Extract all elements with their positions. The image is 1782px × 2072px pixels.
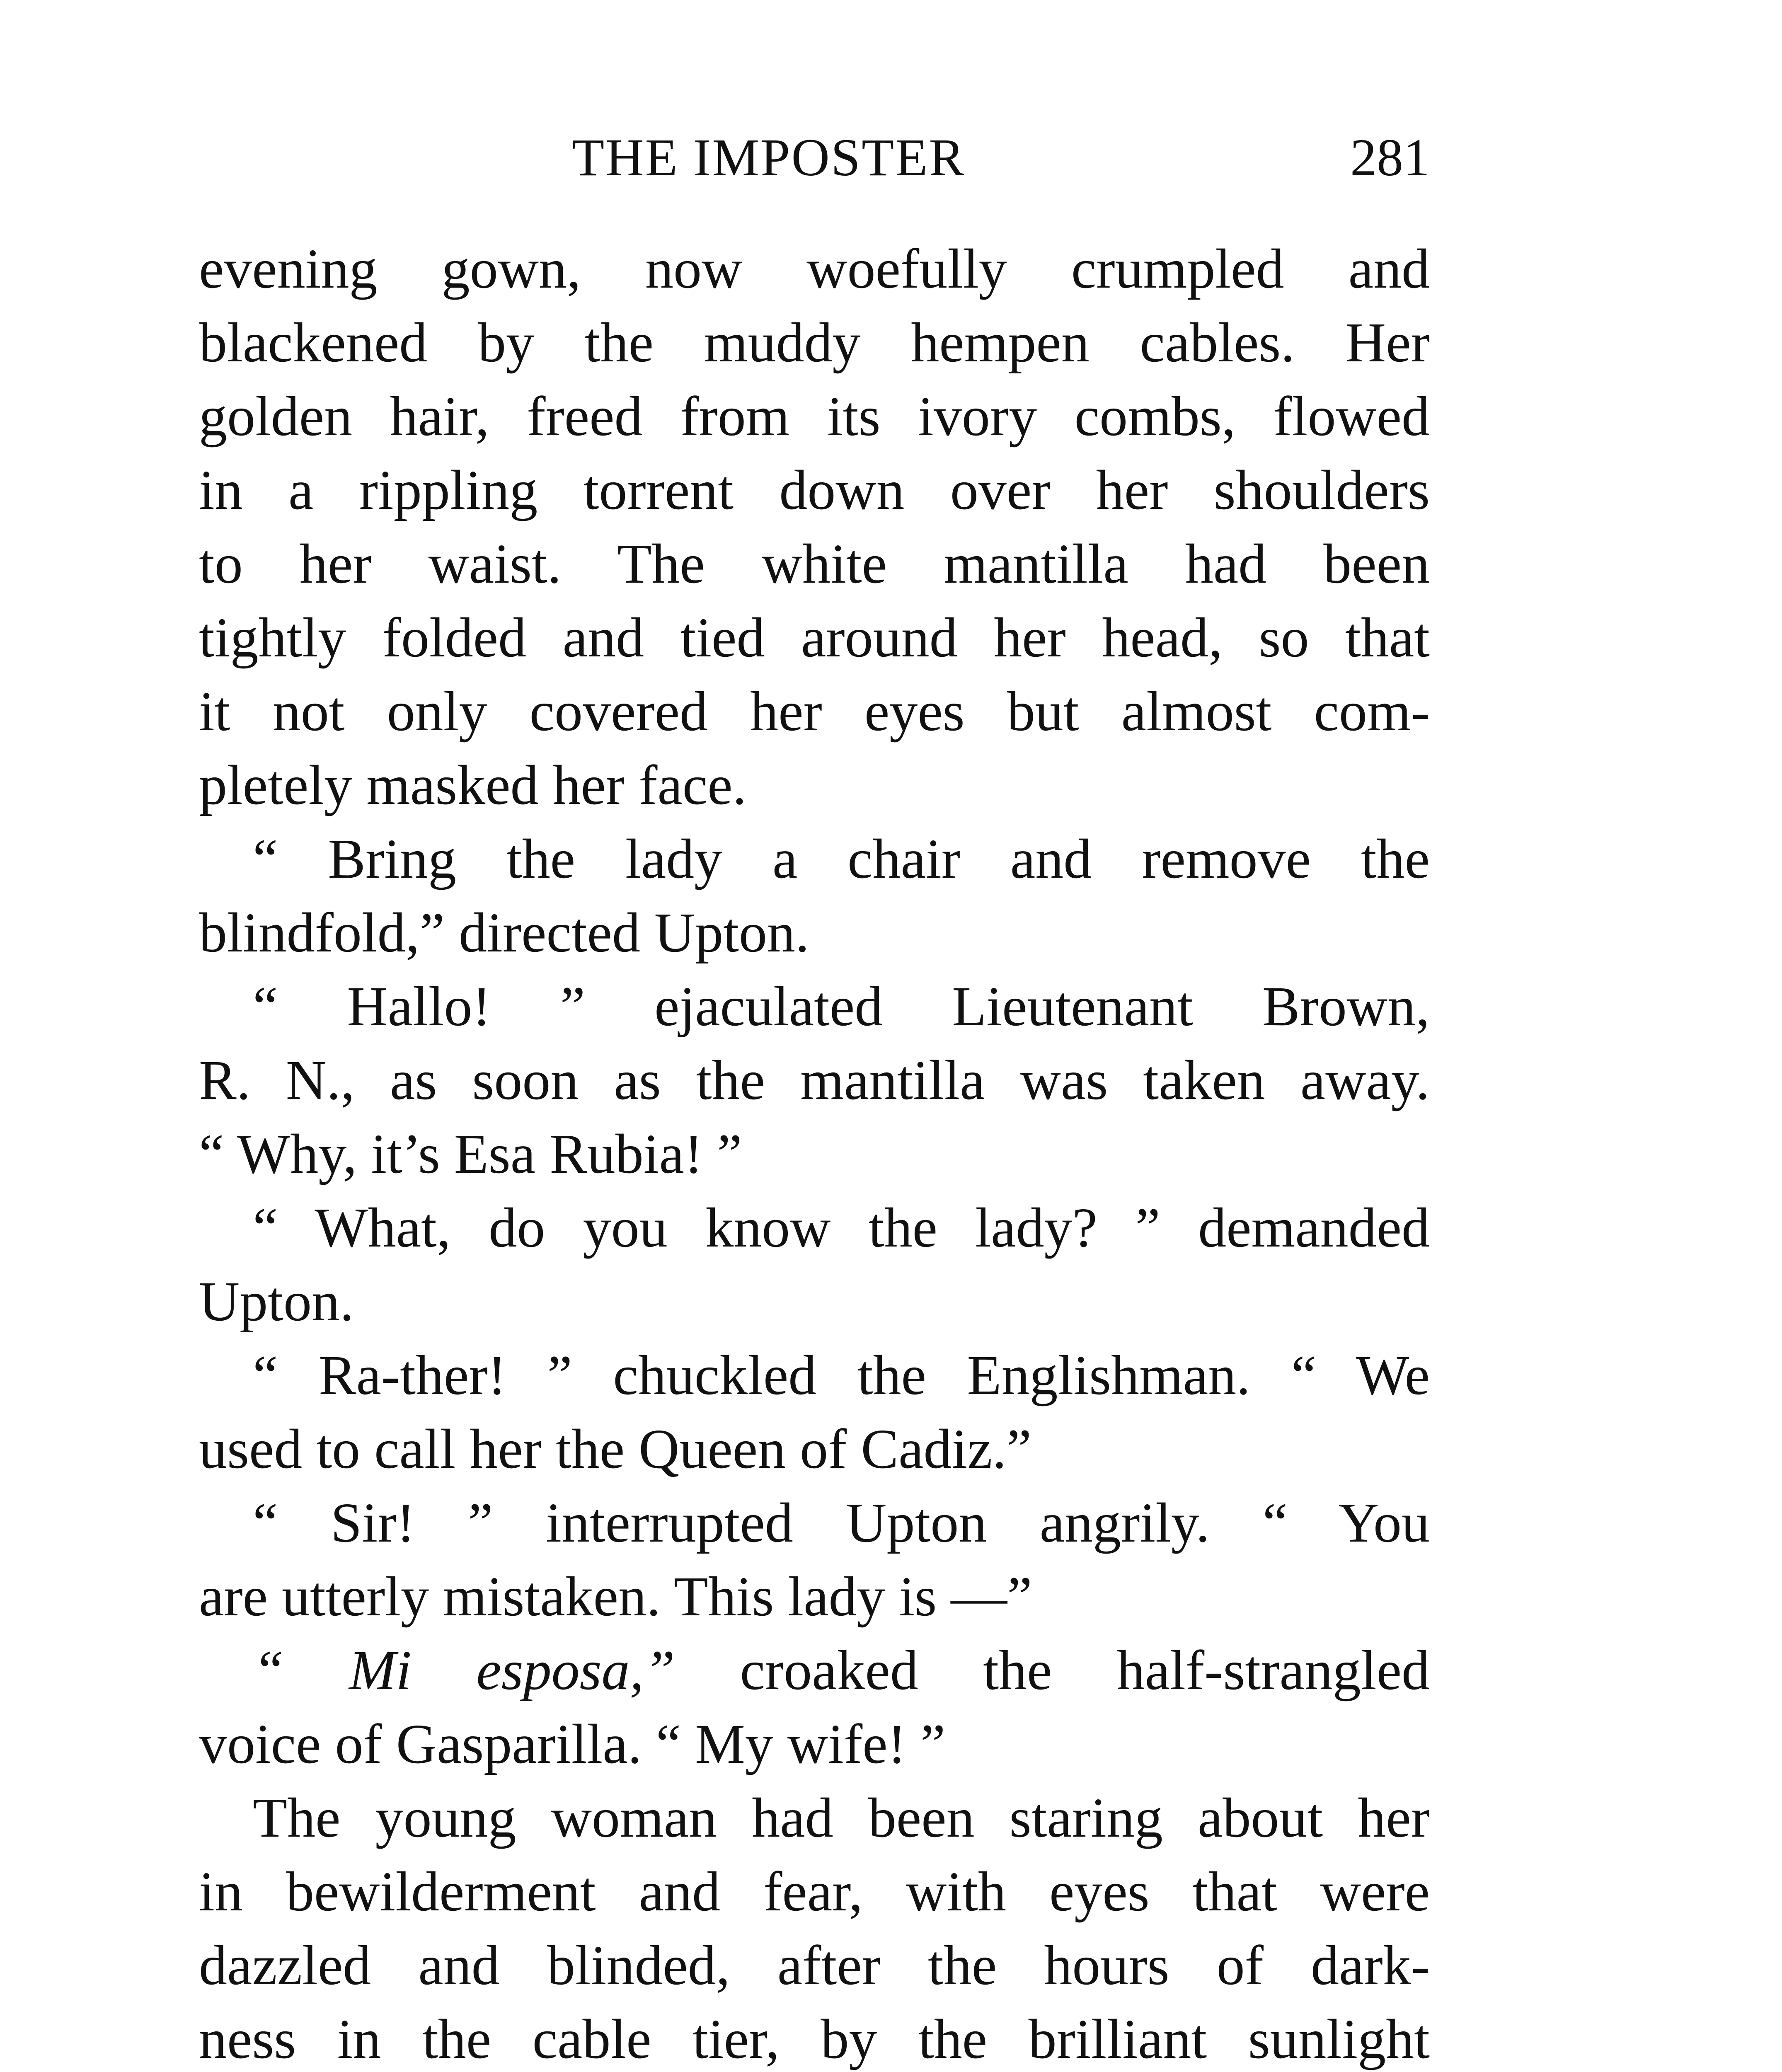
text-line-rest: croaked the half-strangled bbox=[675, 1639, 1430, 1702]
text-line: pletely masked her face. bbox=[199, 754, 747, 816]
running-title: THE IMPOSTER bbox=[572, 128, 966, 187]
text-line: “ Bring the lady a chair and remove the bbox=[253, 828, 1430, 890]
text-line: “ Sir! ” interrupted Upton angrily. “ You bbox=[253, 1492, 1430, 1554]
text-line: blindfold,” directed Upton. bbox=[199, 902, 809, 964]
text-line: dazzled and blinded, after the hours of dark- bbox=[199, 1934, 1430, 1997]
text-line: blackened by the muddy hempen cables. Her bbox=[199, 312, 1430, 374]
text-line: golden hair, freed from its ivory combs, flowed bbox=[199, 385, 1430, 448]
running-header bbox=[0, 124, 1782, 191]
text-line: in bewilderment and fear, with eyes that were bbox=[199, 1861, 1430, 1923]
text-line: “ Why, it’s Esa Rubia! ” bbox=[199, 1123, 742, 1185]
text-line: ness in the cable tier, by the brilliant sunlight bbox=[199, 2008, 1430, 2070]
text-line: to her waist. The white mantilla had been bbox=[199, 533, 1430, 595]
text-line: it not only covered her eyes but almost com- bbox=[199, 680, 1430, 743]
italic-phrase: “ Mi esposa,” bbox=[253, 1639, 676, 1702]
text-line: are utterly mistaken. This lady is —” bbox=[199, 1566, 1032, 1628]
text-line: in a rippling torrent down over her shoulders bbox=[199, 459, 1430, 521]
text-line: tightly folded and tied around her head, so that bbox=[199, 607, 1430, 669]
text-line: evening gown, now woefully crumpled and bbox=[199, 238, 1430, 300]
text-line: “ Hallo! ” ejaculated Lieutenant Brown, bbox=[253, 975, 1430, 1038]
text-line: “ What, do you know the lady? ” demanded bbox=[253, 1197, 1430, 1259]
text-line: The young woman had been staring about her bbox=[253, 1787, 1430, 1849]
text-line: R. N., as soon as the mantilla was taken away. bbox=[199, 1049, 1430, 1111]
text-line: used to call her the Queen of Cadiz.” bbox=[199, 1418, 1031, 1480]
text-line: voice of Gasparilla. “ My wife! ” bbox=[199, 1713, 946, 1775]
text-line: “ Ra-ther! ” chuckled the Englishman. “ We bbox=[253, 1344, 1430, 1406]
text-line-with-italic bbox=[199, 1634, 1430, 1707]
text-line: Upton. bbox=[199, 1271, 354, 1333]
page-number: 281 bbox=[1350, 128, 1430, 187]
body-text bbox=[199, 232, 1430, 2072]
